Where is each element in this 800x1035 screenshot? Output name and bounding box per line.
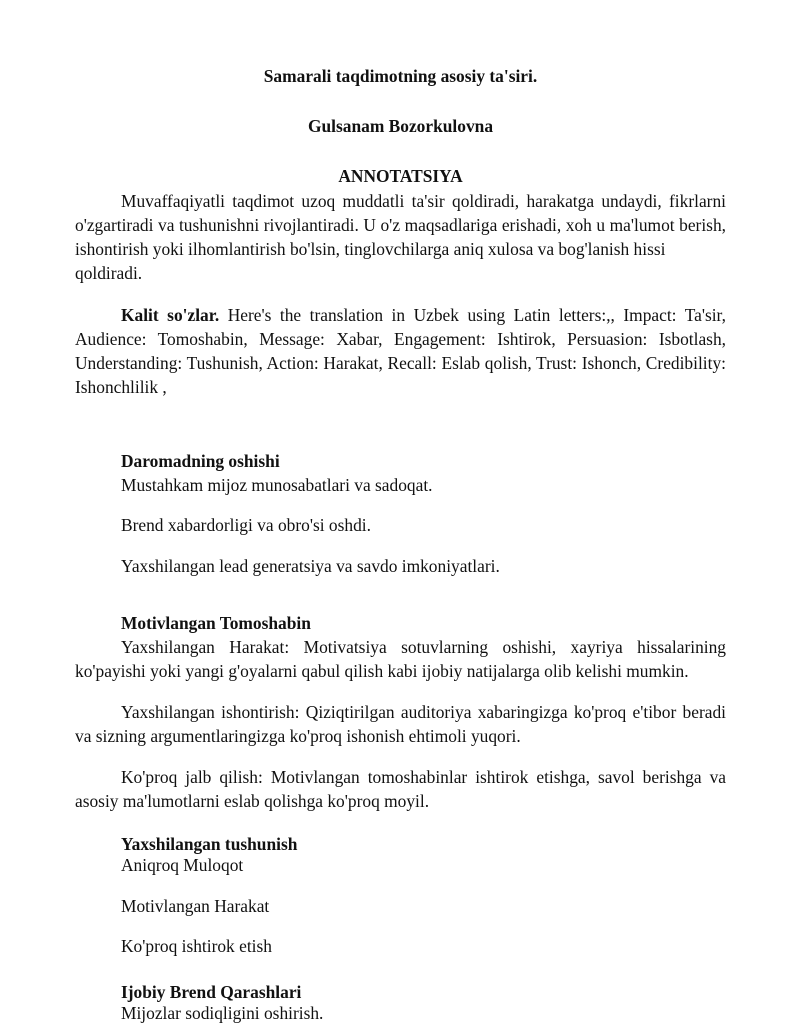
annotation-text-end: qoldiradi.: [75, 263, 143, 283]
motivation-paragraph: Ko'proq jalb qilish: Motivlangan tomoshabinlar ishtirok etishga, savol berishga va asosiy ma'lumotlarni eslab qolishga ko'proq moyil.: [75, 767, 726, 811]
list-item: Mustahkam mijoz munosabatlari va sadoqat.: [121, 475, 433, 495]
keywords-paragraph: [75, 303, 726, 399]
author-name: Gulsanam Bozorkulovna: [307, 116, 494, 136]
list-item: Aniqroq Muloqot: [121, 855, 244, 875]
section-heading-daromad: Daromadning oshishi: [121, 451, 280, 471]
section-heading-motivlangan: Motivlangan Tomoshabin: [121, 613, 311, 633]
keywords-label: Kalit so'zlar.: [121, 305, 220, 325]
motivation-paragraph: Yaxshilangan ishontirish: Qiziqtirilgan auditoriya xabaringizga ko'proq e'tibor beradi va sizning argumentlaringizga ko'proq ishonish ehtimoli yuqori.: [75, 702, 726, 746]
list-item: Motivlangan Harakat: [121, 896, 270, 916]
list-item: Brend xabardorligi va obro'si oshdi.: [121, 515, 371, 535]
annotation-paragraph: [75, 189, 726, 261]
motivation-paragraph: Yaxshilangan Harakat: Motivatsiya sotuvlarning oshishi, xayriya hissalarining ko'payishi yoki yangi g'oyalarni qabul qilish kabi ijobiy natijalarga olib kelishi mumkin.: [75, 637, 726, 681]
list-item: Mijozlar sodiqligini oshirish.: [121, 1003, 324, 1023]
document-title: Samarali taqdimotning asosiy ta'siri.: [263, 66, 538, 86]
annotation-text: Muvaffaqiyatli taqdimot uzoq muddatli ta'sir qoldiradi, harakatga undaydi, fikrlarni o'zgartiradi va tushunishni rivojlantiradi. U o'z maqsadlariga erishadi, xoh u ma'lumot berish, ishontirish yoki ilhomlantirish bo'lsin, tinglovchilarga aniq xulosa va bog'lanish hissi: [75, 191, 726, 259]
section-heading-brend: Ijobiy Brend Qarashlari: [121, 982, 302, 1002]
annotation-paragraph-end: [75, 261, 726, 285]
annotation-heading: ANNOTATSIYA: [338, 166, 463, 186]
list-item: Ko'proq ishtirok etish: [121, 936, 272, 956]
section-heading-tushunish: Yaxshilangan tushunish: [121, 834, 298, 854]
keywords-text: Here's the translation in Uzbek using Latin letters:,, Impact: Ta'sir, Audience: Tomoshabin, Message: Xabar, Engagement: Ishtirok, Persuasion: Isbotlash, Understanding: Tushunish, Action: Harakat, Recall: Eslab qolish, Trust: Ishonch, Credibility: Ishonchlilik ,: [75, 305, 726, 397]
list-item: Yaxshilangan lead generatsiya va savdo imkoniyatlari.: [121, 556, 500, 576]
